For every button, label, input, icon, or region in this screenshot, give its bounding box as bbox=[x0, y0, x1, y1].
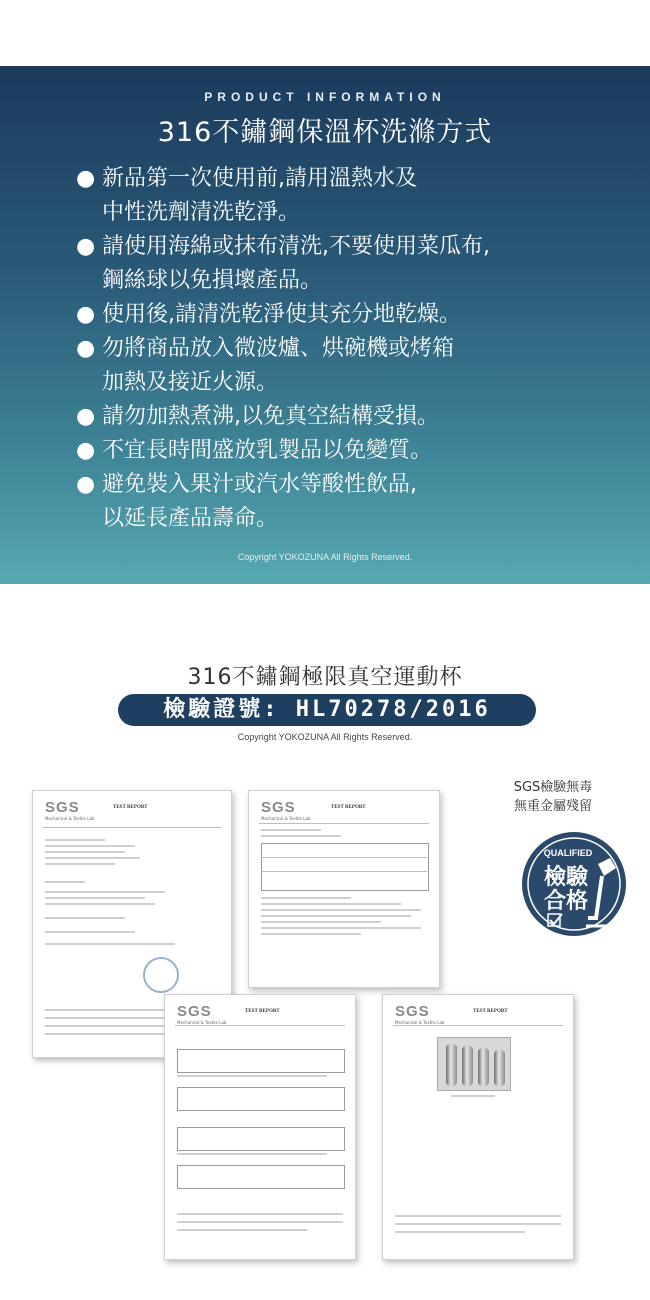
sgs-logo: SGS bbox=[261, 799, 296, 816]
report-title: TEST REPORT bbox=[331, 805, 366, 810]
product-info-kicker: PRODUCT INFORMATION bbox=[204, 90, 446, 104]
instruction-item: ● 使用後,請清洗乾淨使其充分地乾燥。 bbox=[76, 298, 596, 332]
report-title: TEST REPORT bbox=[245, 1009, 280, 1014]
instruction-item: ● 不宜長時間盛放乳製品以免變質。 bbox=[76, 434, 596, 468]
certificate-product-title: 316不鏽鋼極限真空運動杯 bbox=[187, 665, 463, 690]
test-report-page-4: SGS Mechanical & Textile Lab TEST REPORT bbox=[382, 994, 574, 1260]
report-title: TEST REPORT bbox=[473, 1009, 508, 1014]
bullet-icon: ● bbox=[76, 438, 96, 463]
test-report-page-2: SGS Mechanical & Textile Lab TEST REPORT bbox=[248, 790, 440, 988]
qualified-line2-text: 合格 bbox=[543, 889, 589, 914]
copyright-notice-bottom: Copyright YOKOZUNA All Rights Reserved. bbox=[237, 732, 413, 742]
copyright-notice: Copyright YOKOZUNA All Rights Reserved. bbox=[237, 552, 413, 562]
instruction-item: ● 新品第一次使用前,請用溫熱水及 中性洗劑清洗乾淨。 bbox=[76, 162, 596, 230]
bullet-icon: ● bbox=[76, 404, 96, 429]
test-report-page-3: SGS Mechanical & Textile Lab TEST REPORT bbox=[164, 994, 356, 1260]
instruction-item: ● 勿將商品放入微波爐、烘碗機或烤箱 加熱及接近火源。 bbox=[76, 332, 596, 400]
bullet-icon: ● bbox=[76, 472, 96, 497]
sgs-logo: SGS bbox=[45, 799, 80, 816]
sgs-logo: SGS bbox=[395, 1003, 430, 1020]
product-info-title: 316不鏽鋼保溫杯洗滌方式 bbox=[157, 117, 493, 148]
test-report-page-1: SGS Mechanical & Textile Lab TEST REPORT bbox=[32, 790, 232, 1058]
washing-instructions-list bbox=[76, 162, 596, 536]
qualified-line1-text: 檢驗 bbox=[543, 865, 589, 890]
sample-photo bbox=[437, 1037, 511, 1091]
bullet-icon: ● bbox=[76, 302, 96, 327]
instruction-item: ● 避免裝入果汁或汽水等酸性飲品, 以延長產品壽命。 bbox=[76, 468, 596, 536]
report-title: TEST REPORT bbox=[113, 805, 148, 810]
qualified-top-text: QUALIFIED bbox=[543, 848, 593, 858]
bullet-icon: ● bbox=[76, 166, 96, 191]
instruction-item: ● 請使用海綿或抹布清洗,不要使用菜瓜布, 鋼絲球以免損壞產品。 bbox=[76, 230, 596, 298]
product-info-panel bbox=[0, 66, 650, 584]
certificate-number-badge: 檢驗證號: HL70278/2016 bbox=[118, 694, 536, 726]
qualified-badge-icon bbox=[518, 828, 630, 940]
sgs-logo: SGS bbox=[177, 1003, 212, 1020]
instruction-item: ● 請勿加熱煮沸,以免真空結構受損。 bbox=[76, 400, 596, 434]
bullet-icon: ● bbox=[76, 336, 96, 361]
sgs-note: SGS檢驗無毒 無重金屬殘留 bbox=[513, 780, 593, 814]
top-margin bbox=[0, 0, 650, 66]
bullet-icon: ● bbox=[76, 234, 96, 259]
